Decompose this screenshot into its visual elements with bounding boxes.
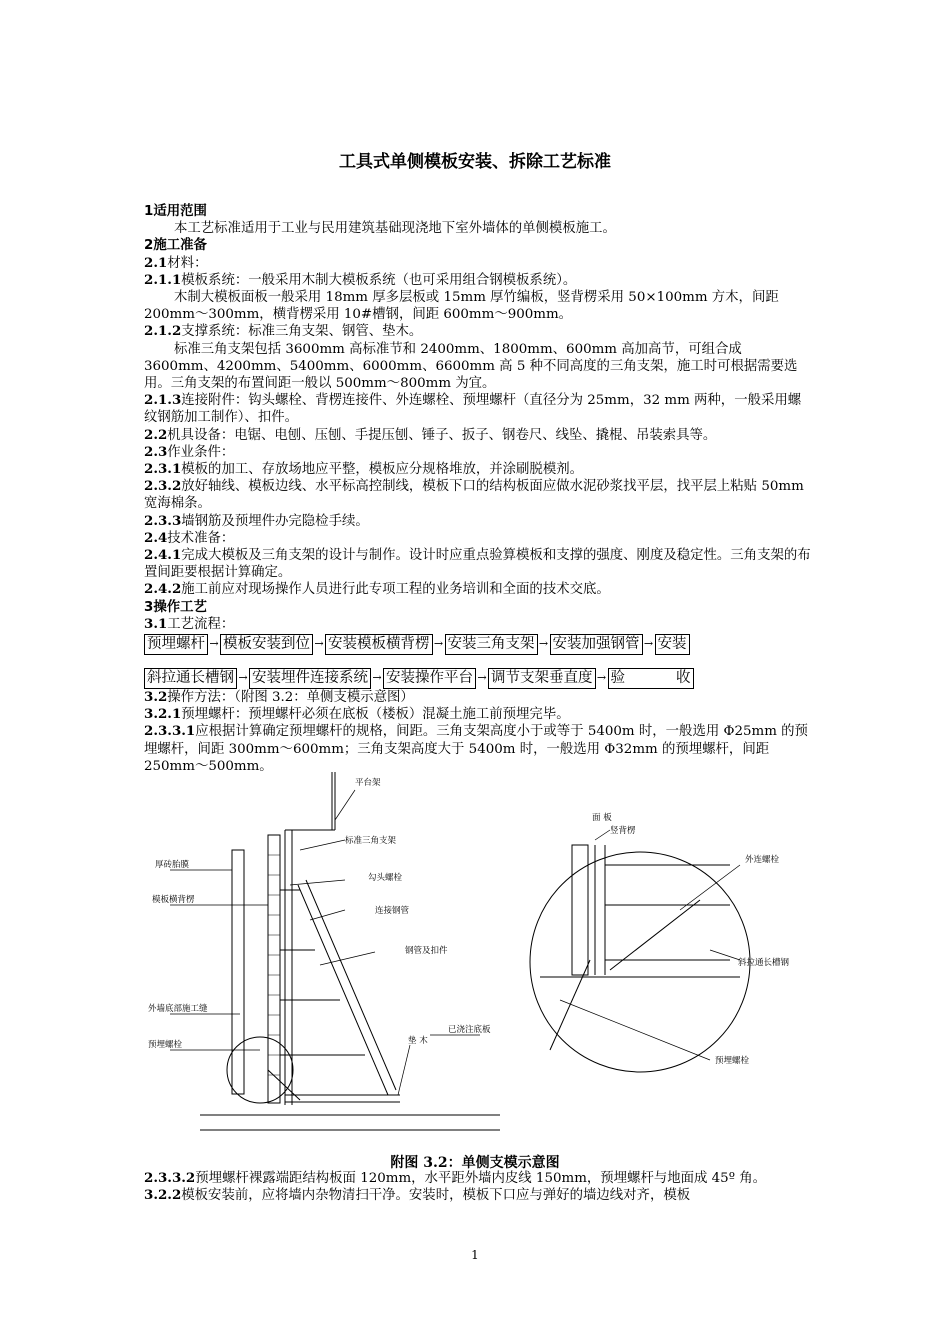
paragraph: 3.1工艺流程： bbox=[144, 615, 235, 632]
label-poured: 已浇注底板 bbox=[448, 1025, 491, 1035]
figure-caption: 附图 3.2：单侧支模示意图 bbox=[390, 1155, 560, 1171]
label-brick: 厚砖胎膜 bbox=[155, 860, 190, 870]
formwork-diagram bbox=[140, 770, 820, 1142]
label-h-waler: 模板横背楞 bbox=[152, 895, 195, 905]
detail-circle bbox=[530, 852, 750, 1072]
paragraph: 2.3.2放好轴线、模板边线、水平标高控制线，模板下口的结构板面应做水泥砂浆找平层，找平层上粘贴 50mm 宽海棉条。 bbox=[144, 478, 804, 512]
paragraph: 2.4.1完成大模板及三角支架的设计与制作。设计时应重点验算模板和支撑的强度、刚度及稳定性。三角支架的布置间距要根据计算确定。 bbox=[144, 547, 811, 581]
paragraph: 木制大模板面板一般采用 18mm 厚多层板或 15mm 厚竹编板，竖背楞采用 50×100mm 方木，间距 200mm～300mm，横背楞采用 10#槽钢，间距 600mm～900mm。 bbox=[144, 290, 779, 323]
paragraph: 3.2.2模板安装前，应将墙内杂物清扫干净。安装时，模板下口应与弹好的墙边线对齐，模板 bbox=[144, 1187, 691, 1204]
diagonal-strut bbox=[298, 885, 388, 1095]
right-detail bbox=[530, 845, 750, 1072]
paragraph: 2.1.2支撑系统：标准三角支架、钢管、垫木。 bbox=[144, 323, 423, 340]
flow-arrow: → bbox=[209, 637, 219, 651]
paragraph: 2.4.2施工前应对现场操作人员进行此专项工程的业务培训和全面的技术交底。 bbox=[144, 581, 610, 598]
label-triangle: 标准三角支架 bbox=[345, 836, 397, 846]
process-flow-row-2 bbox=[144, 667, 812, 689]
paragraph: 2.3.3.2预埋螺杆裸露端距结构板面 120mm，水平距外墙内皮线 150mm，预埋螺杆与地面成 45º 角。 bbox=[144, 1170, 767, 1186]
label-pad: 垫 木 bbox=[408, 1036, 428, 1046]
label-platform: 平台架 bbox=[355, 778, 381, 788]
flow-step: 安装三角支架 bbox=[445, 634, 538, 655]
heading-3: 3操作工艺 bbox=[144, 599, 207, 615]
detail-embed-bolt bbox=[550, 960, 590, 1050]
label-embed-bolt-2: 预埋螺栓 bbox=[715, 1056, 750, 1066]
label-conn-pipe: 连接钢管 bbox=[375, 906, 410, 916]
leader-lines bbox=[170, 790, 740, 1095]
process-flow-row-1 bbox=[144, 633, 812, 655]
flow-step: 安装加强钢管 bbox=[550, 634, 643, 655]
document-title: 工具式单侧模板安装、拆除工艺标准 bbox=[339, 152, 611, 172]
flow-arrow: → bbox=[596, 671, 607, 685]
flow-step-acceptance: 验 收 bbox=[608, 668, 694, 689]
paragraph: 2.3.3.1应根据计算确定预埋螺杆的规格，间距。三角支架高度小于或等于 5400m 时，一般选用 Φ25mm 的预埋螺杆，间距 300mm～600mm；三角支架高度大于 5400m 时，一般选用 Φ32mm 的预埋螺杆，间距 250mm～500mm。 bbox=[144, 723, 808, 774]
paragraph: 2.3.1模板的加工、存放场地应平整，模板应分规格堆放，并涂刷脱模剂。 bbox=[144, 461, 583, 478]
paragraph: 2.1.1模板系统：一般采用木制大模板系统（也可采用组合钢模板系统）。 bbox=[144, 271, 577, 288]
paragraph: 2.1.3连接附件：钩头螺栓、背楞连接件、外连螺栓、预埋螺杆（直径分为 25mm，32 mm 两种，一般采用螺纹钢筋加工制作）、扣件。 bbox=[144, 392, 802, 426]
label-v-waler: 竖背楞 bbox=[610, 826, 636, 836]
paragraph: 标准三角支架包括 3600mm 高标准节和 2400mm、1800mm、600mm 高加高节，可组合成 3600mm、4200mm、5400mm、6000mm、6600mm 高 5 种不同高度的三角支架，施工时可根据需要选用。三角支架的布置间距一般以 500mm～800mm 为宜。 bbox=[144, 341, 798, 392]
brick-wall bbox=[232, 850, 244, 1094]
body-section-1 bbox=[144, 203, 812, 775]
flow-step: 安装 bbox=[655, 634, 690, 655]
detail-callout-circle bbox=[227, 1037, 293, 1103]
paragraph: 2.3作业条件： bbox=[144, 443, 235, 460]
flow-arrow: → bbox=[477, 671, 487, 685]
paragraph: 2.2机具设备：电锯、电刨、压刨、手提压刨、锤子、扳子、钢卷尺、线坠、撬棍、吊装索具等。 bbox=[144, 426, 717, 443]
label-joint: 外墙底部施工缝 bbox=[148, 1004, 208, 1014]
flow-arrow: → bbox=[433, 637, 444, 651]
flow-arrow: → bbox=[238, 671, 248, 685]
flow-step: 安装埋件连接系统 bbox=[249, 668, 371, 689]
flow-arrow: → bbox=[372, 671, 382, 685]
label-hook-bolt: 勾头螺栓 bbox=[368, 873, 403, 883]
flow-step: 预埋螺杆 bbox=[144, 634, 208, 655]
flow-arrow: → bbox=[538, 637, 549, 651]
paragraph: 2.4技术准备： bbox=[144, 529, 235, 546]
left-elevation bbox=[200, 772, 500, 1130]
label-diag-channel: 斜拉通长槽钢 bbox=[738, 958, 790, 968]
flow-step: 模板安装到位 bbox=[220, 634, 313, 655]
heading-1: 1适用范围 bbox=[144, 204, 207, 219]
flow-step: 调节支架垂直度 bbox=[488, 668, 596, 689]
label-embed-bolt: 预埋螺栓 bbox=[148, 1040, 183, 1050]
detail-panel bbox=[572, 845, 588, 975]
formwork-diagram-svg bbox=[140, 770, 820, 1142]
label-panel: 面 板 bbox=[592, 813, 612, 823]
flow-arrow: → bbox=[314, 637, 324, 651]
heading-2: 2施工准备 bbox=[144, 238, 207, 254]
label-pipe-clamp: 钢管及扣件 bbox=[405, 946, 448, 956]
paragraph: 3.2操作方法：（附图 3.2：单侧支模示意图） bbox=[144, 689, 414, 706]
flow-arrow: → bbox=[643, 637, 654, 651]
embedded-bolt bbox=[268, 1070, 300, 1100]
paragraph: 本工艺标准适用于工业与民用建筑基础现浇地下室外墙体的单侧模板施工。 bbox=[174, 221, 616, 237]
label-ext-bolt: 外连螺栓 bbox=[745, 855, 780, 865]
paragraph: 2.3.3墙钢筋及预埋件办完隐检手续。 bbox=[144, 512, 369, 529]
flow-step: 安装操作平台 bbox=[383, 668, 476, 689]
paragraph: 3.2.1预埋螺杆：预埋螺杆必须在底板（楼板）混凝土施工前预埋完毕。 bbox=[144, 706, 570, 723]
paragraph: 2.1材料： bbox=[144, 254, 208, 271]
flow-step: 斜拉通长槽钢 bbox=[144, 668, 237, 689]
body-section-2 bbox=[144, 1170, 812, 1204]
page-number: 1 bbox=[471, 1248, 479, 1262]
flow-step: 安装模板横背楞 bbox=[325, 634, 433, 655]
